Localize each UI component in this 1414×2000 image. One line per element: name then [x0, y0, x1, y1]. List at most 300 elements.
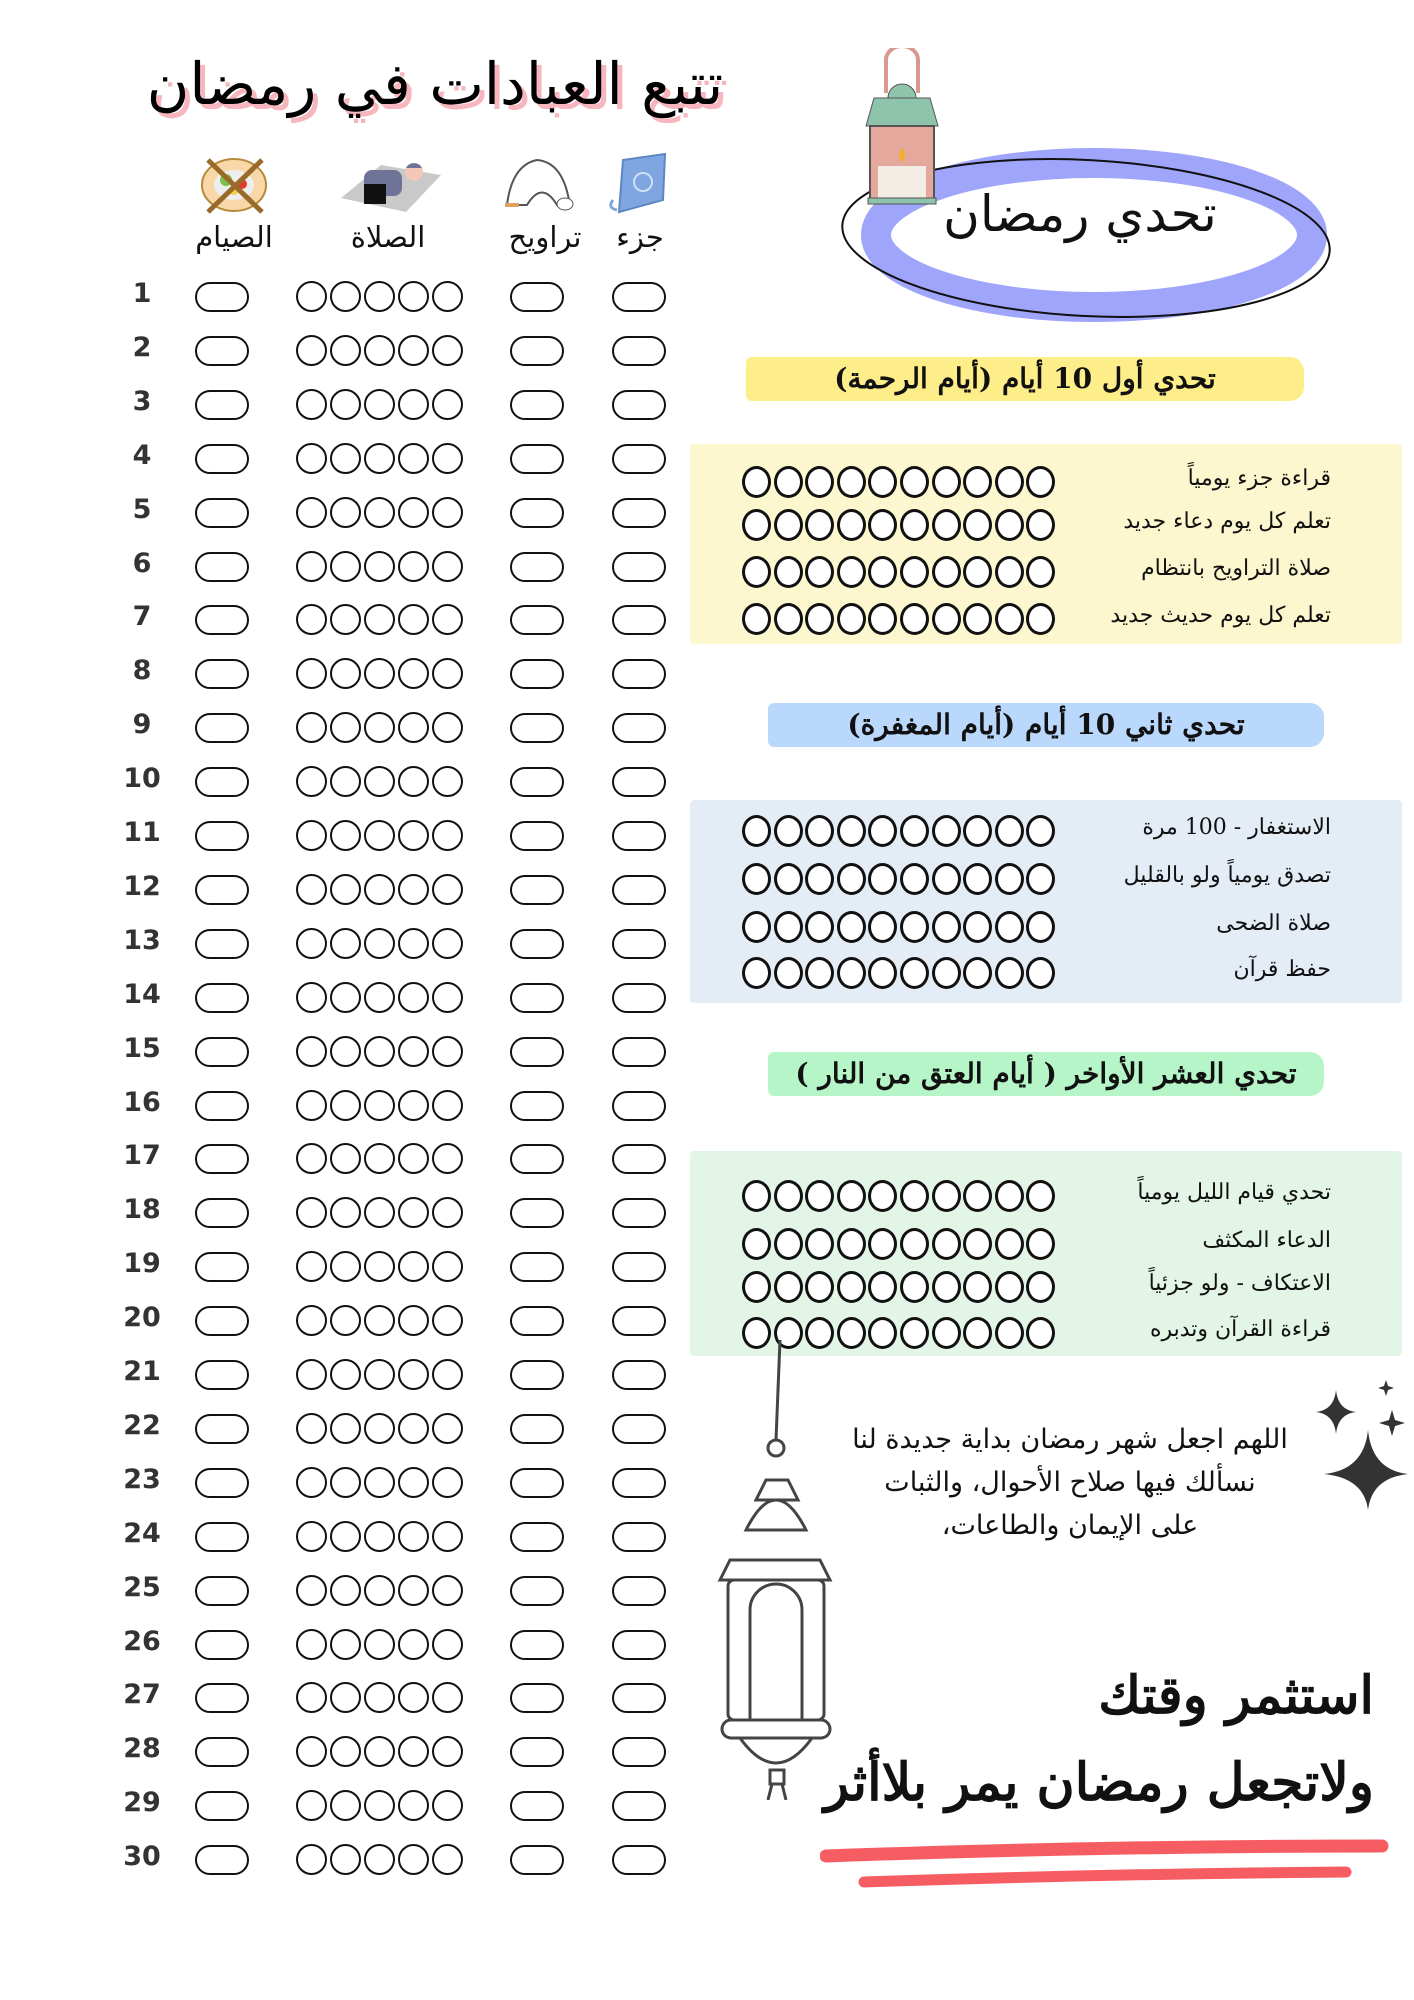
challenge-checkbox[interactable]	[837, 815, 866, 847]
prayer-checkbox[interactable]	[398, 1305, 429, 1336]
challenge-checkbox[interactable]	[963, 556, 992, 588]
challenge-checkbox[interactable]	[742, 1271, 771, 1303]
prayer-checkbox[interactable]	[432, 1467, 463, 1498]
taraweeh-checkbox[interactable]	[510, 390, 564, 420]
challenge-checkbox[interactable]	[805, 509, 834, 541]
challenge-checkbox[interactable]	[742, 911, 771, 943]
taraweeh-checkbox[interactable]	[510, 1791, 564, 1821]
challenge-checkbox[interactable]	[868, 1180, 897, 1212]
challenge-checkbox[interactable]	[1026, 1271, 1055, 1303]
prayer-checkbox[interactable]	[432, 1575, 463, 1606]
challenge-checkbox[interactable]	[774, 509, 803, 541]
prayer-checkbox[interactable]	[364, 1251, 395, 1282]
challenge-checkbox[interactable]	[837, 957, 866, 989]
fasting-checkbox[interactable]	[195, 1091, 249, 1121]
prayer-checkbox[interactable]	[330, 1251, 361, 1282]
fasting-checkbox[interactable]	[195, 659, 249, 689]
prayer-checkbox[interactable]	[296, 551, 327, 582]
fasting-checkbox[interactable]	[195, 1630, 249, 1660]
taraweeh-checkbox[interactable]	[510, 336, 564, 366]
challenge-checkbox[interactable]	[1026, 911, 1055, 943]
prayer-checkbox[interactable]	[364, 1736, 395, 1767]
prayer-checkbox[interactable]	[296, 766, 327, 797]
prayer-checkbox[interactable]	[364, 1575, 395, 1606]
challenge-checkbox[interactable]	[774, 603, 803, 635]
challenge-checkbox[interactable]	[868, 509, 897, 541]
fasting-checkbox[interactable]	[195, 1683, 249, 1713]
prayer-checkbox[interactable]	[296, 443, 327, 474]
challenge-checkbox[interactable]	[1026, 1180, 1055, 1212]
prayer-checkbox[interactable]	[364, 1521, 395, 1552]
challenge-checkbox[interactable]	[868, 863, 897, 895]
fasting-checkbox[interactable]	[195, 498, 249, 528]
challenge-checkbox[interactable]	[1026, 957, 1055, 989]
prayer-checkbox[interactable]	[398, 1736, 429, 1767]
challenge-checkbox[interactable]	[868, 815, 897, 847]
fasting-checkbox[interactable]	[195, 444, 249, 474]
challenge-checkbox[interactable]	[932, 1271, 961, 1303]
prayer-checkbox[interactable]	[330, 766, 361, 797]
fasting-checkbox[interactable]	[195, 983, 249, 1013]
challenge-checkbox[interactable]	[963, 911, 992, 943]
prayer-checkbox[interactable]	[364, 712, 395, 743]
challenge-checkbox[interactable]	[963, 1180, 992, 1212]
prayer-checkbox[interactable]	[364, 335, 395, 366]
prayer-checkbox[interactable]	[398, 658, 429, 689]
prayer-checkbox[interactable]	[330, 928, 361, 959]
taraweeh-checkbox[interactable]	[510, 929, 564, 959]
prayer-checkbox[interactable]	[432, 497, 463, 528]
prayer-checkbox[interactable]	[432, 1629, 463, 1660]
prayer-checkbox[interactable]	[398, 389, 429, 420]
prayer-checkbox[interactable]	[296, 874, 327, 905]
prayer-checkbox[interactable]	[364, 658, 395, 689]
challenge-checkbox[interactable]	[900, 556, 929, 588]
challenge-checkbox[interactable]	[995, 957, 1024, 989]
challenge-checkbox[interactable]	[1026, 466, 1055, 498]
prayer-checkbox[interactable]	[330, 982, 361, 1013]
challenge-checkbox[interactable]	[774, 863, 803, 895]
challenge-checkbox[interactable]	[1026, 556, 1055, 588]
challenge-checkbox[interactable]	[742, 863, 771, 895]
prayer-checkbox[interactable]	[398, 551, 429, 582]
fasting-checkbox[interactable]	[195, 1198, 249, 1228]
prayer-checkbox[interactable]	[364, 766, 395, 797]
challenge-checkbox[interactable]	[995, 556, 1024, 588]
prayer-checkbox[interactable]	[398, 1467, 429, 1498]
prayer-checkbox[interactable]	[432, 1036, 463, 1067]
juz-checkbox[interactable]	[612, 605, 666, 635]
prayer-checkbox[interactable]	[432, 1682, 463, 1713]
prayer-checkbox[interactable]	[432, 1305, 463, 1336]
prayer-checkbox[interactable]	[364, 551, 395, 582]
prayer-checkbox[interactable]	[398, 1090, 429, 1121]
prayer-checkbox[interactable]	[296, 928, 327, 959]
fasting-checkbox[interactable]	[195, 552, 249, 582]
challenge-checkbox[interactable]	[805, 911, 834, 943]
prayer-checkbox[interactable]	[432, 389, 463, 420]
prayer-checkbox[interactable]	[330, 497, 361, 528]
prayer-checkbox[interactable]	[296, 1844, 327, 1875]
prayer-checkbox[interactable]	[296, 982, 327, 1013]
juz-checkbox[interactable]	[612, 1360, 666, 1390]
taraweeh-checkbox[interactable]	[510, 444, 564, 474]
prayer-checkbox[interactable]	[432, 982, 463, 1013]
prayer-checkbox[interactable]	[398, 1521, 429, 1552]
challenge-checkbox[interactable]	[774, 1180, 803, 1212]
challenge-checkbox[interactable]	[742, 556, 771, 588]
fasting-checkbox[interactable]	[195, 821, 249, 851]
prayer-checkbox[interactable]	[364, 389, 395, 420]
challenge-checkbox[interactable]	[963, 1317, 992, 1349]
challenge-checkbox[interactable]	[932, 466, 961, 498]
prayer-checkbox[interactable]	[432, 1251, 463, 1282]
juz-checkbox[interactable]	[612, 1252, 666, 1282]
prayer-checkbox[interactable]	[398, 604, 429, 635]
challenge-checkbox[interactable]	[963, 815, 992, 847]
prayer-checkbox[interactable]	[364, 443, 395, 474]
challenge-checkbox[interactable]	[805, 466, 834, 498]
taraweeh-checkbox[interactable]	[510, 1144, 564, 1174]
prayer-checkbox[interactable]	[296, 497, 327, 528]
prayer-checkbox[interactable]	[432, 335, 463, 366]
fasting-checkbox[interactable]	[195, 875, 249, 905]
prayer-checkbox[interactable]	[432, 874, 463, 905]
prayer-checkbox[interactable]	[398, 1790, 429, 1821]
prayer-checkbox[interactable]	[296, 1790, 327, 1821]
juz-checkbox[interactable]	[612, 1845, 666, 1875]
prayer-checkbox[interactable]	[330, 551, 361, 582]
prayer-checkbox[interactable]	[398, 1844, 429, 1875]
juz-checkbox[interactable]	[612, 498, 666, 528]
challenge-checkbox[interactable]	[805, 863, 834, 895]
prayer-checkbox[interactable]	[296, 1682, 327, 1713]
challenge-checkbox[interactable]	[963, 466, 992, 498]
prayer-checkbox[interactable]	[398, 1251, 429, 1282]
challenge-checkbox[interactable]	[995, 863, 1024, 895]
juz-checkbox[interactable]	[612, 1737, 666, 1767]
taraweeh-checkbox[interactable]	[510, 1306, 564, 1336]
fasting-checkbox[interactable]	[195, 1576, 249, 1606]
fasting-checkbox[interactable]	[195, 1037, 249, 1067]
taraweeh-checkbox[interactable]	[510, 1737, 564, 1767]
challenge-checkbox[interactable]	[900, 509, 929, 541]
challenge-checkbox[interactable]	[932, 863, 961, 895]
taraweeh-checkbox[interactable]	[510, 605, 564, 635]
juz-checkbox[interactable]	[612, 390, 666, 420]
prayer-checkbox[interactable]	[330, 874, 361, 905]
prayer-checkbox[interactable]	[432, 1790, 463, 1821]
challenge-checkbox[interactable]	[900, 957, 929, 989]
prayer-checkbox[interactable]	[296, 1575, 327, 1606]
taraweeh-checkbox[interactable]	[510, 983, 564, 1013]
prayer-checkbox[interactable]	[296, 1413, 327, 1444]
juz-checkbox[interactable]	[612, 1576, 666, 1606]
prayer-checkbox[interactable]	[296, 1736, 327, 1767]
prayer-checkbox[interactable]	[364, 1682, 395, 1713]
prayer-checkbox[interactable]	[432, 1197, 463, 1228]
prayer-checkbox[interactable]	[330, 1413, 361, 1444]
prayer-checkbox[interactable]	[364, 1629, 395, 1660]
prayer-checkbox[interactable]	[296, 1197, 327, 1228]
challenge-checkbox[interactable]	[932, 957, 961, 989]
taraweeh-checkbox[interactable]	[510, 1252, 564, 1282]
challenge-checkbox[interactable]	[774, 1271, 803, 1303]
challenge-checkbox[interactable]	[868, 1271, 897, 1303]
challenge-checkbox[interactable]	[995, 911, 1024, 943]
prayer-checkbox[interactable]	[398, 1143, 429, 1174]
fasting-checkbox[interactable]	[195, 713, 249, 743]
challenge-checkbox[interactable]	[837, 863, 866, 895]
challenge-checkbox[interactable]	[963, 603, 992, 635]
prayer-checkbox[interactable]	[330, 820, 361, 851]
challenge-checkbox[interactable]	[774, 957, 803, 989]
fasting-checkbox[interactable]	[195, 1845, 249, 1875]
prayer-checkbox[interactable]	[330, 335, 361, 366]
prayer-checkbox[interactable]	[296, 1143, 327, 1174]
prayer-checkbox[interactable]	[296, 1305, 327, 1336]
juz-checkbox[interactable]	[612, 1144, 666, 1174]
prayer-checkbox[interactable]	[398, 1575, 429, 1606]
prayer-checkbox[interactable]	[398, 1682, 429, 1713]
challenge-checkbox[interactable]	[963, 863, 992, 895]
challenge-checkbox[interactable]	[995, 466, 1024, 498]
fasting-checkbox[interactable]	[195, 605, 249, 635]
prayer-checkbox[interactable]	[330, 1736, 361, 1767]
prayer-checkbox[interactable]	[330, 1575, 361, 1606]
juz-checkbox[interactable]	[612, 552, 666, 582]
juz-checkbox[interactable]	[612, 1198, 666, 1228]
prayer-checkbox[interactable]	[364, 1467, 395, 1498]
prayer-checkbox[interactable]	[296, 604, 327, 635]
challenge-checkbox[interactable]	[1026, 863, 1055, 895]
challenge-checkbox[interactable]	[932, 509, 961, 541]
prayer-checkbox[interactable]	[364, 1090, 395, 1121]
prayer-checkbox[interactable]	[330, 281, 361, 312]
taraweeh-checkbox[interactable]	[510, 1091, 564, 1121]
challenge-checkbox[interactable]	[774, 815, 803, 847]
juz-checkbox[interactable]	[612, 659, 666, 689]
challenge-checkbox[interactable]	[963, 1228, 992, 1260]
prayer-checkbox[interactable]	[330, 1629, 361, 1660]
taraweeh-checkbox[interactable]	[510, 1360, 564, 1390]
challenge-checkbox[interactable]	[805, 1271, 834, 1303]
challenge-checkbox[interactable]	[868, 603, 897, 635]
challenge-checkbox[interactable]	[805, 1228, 834, 1260]
fasting-checkbox[interactable]	[195, 929, 249, 959]
challenge-checkbox[interactable]	[932, 911, 961, 943]
prayer-checkbox[interactable]	[330, 1359, 361, 1390]
juz-checkbox[interactable]	[612, 1468, 666, 1498]
fasting-checkbox[interactable]	[195, 1306, 249, 1336]
challenge-checkbox[interactable]	[868, 957, 897, 989]
challenge-checkbox[interactable]	[742, 466, 771, 498]
challenge-checkbox[interactable]	[963, 509, 992, 541]
juz-checkbox[interactable]	[612, 1630, 666, 1660]
prayer-checkbox[interactable]	[364, 982, 395, 1013]
challenge-checkbox[interactable]	[805, 957, 834, 989]
prayer-checkbox[interactable]	[364, 497, 395, 528]
challenge-checkbox[interactable]	[837, 466, 866, 498]
fasting-checkbox[interactable]	[195, 1414, 249, 1444]
fasting-checkbox[interactable]	[195, 1252, 249, 1282]
juz-checkbox[interactable]	[612, 1414, 666, 1444]
prayer-checkbox[interactable]	[296, 1467, 327, 1498]
prayer-checkbox[interactable]	[330, 658, 361, 689]
prayer-checkbox[interactable]	[330, 1682, 361, 1713]
challenge-checkbox[interactable]	[774, 466, 803, 498]
challenge-checkbox[interactable]	[900, 1228, 929, 1260]
prayer-checkbox[interactable]	[398, 1359, 429, 1390]
prayer-checkbox[interactable]	[364, 1413, 395, 1444]
challenge-checkbox[interactable]	[900, 1271, 929, 1303]
prayer-checkbox[interactable]	[432, 1143, 463, 1174]
prayer-checkbox[interactable]	[432, 1413, 463, 1444]
taraweeh-checkbox[interactable]	[510, 1576, 564, 1606]
juz-checkbox[interactable]	[612, 983, 666, 1013]
taraweeh-checkbox[interactable]	[510, 659, 564, 689]
prayer-checkbox[interactable]	[330, 1090, 361, 1121]
juz-checkbox[interactable]	[612, 1683, 666, 1713]
challenge-checkbox[interactable]	[995, 1271, 1024, 1303]
prayer-checkbox[interactable]	[398, 1629, 429, 1660]
prayer-checkbox[interactable]	[296, 820, 327, 851]
fasting-checkbox[interactable]	[195, 1468, 249, 1498]
challenge-checkbox[interactable]	[995, 603, 1024, 635]
prayer-checkbox[interactable]	[398, 1197, 429, 1228]
challenge-checkbox[interactable]	[868, 1317, 897, 1349]
juz-checkbox[interactable]	[612, 1037, 666, 1067]
prayer-checkbox[interactable]	[296, 1036, 327, 1067]
prayer-checkbox[interactable]	[296, 1251, 327, 1282]
prayer-checkbox[interactable]	[432, 1521, 463, 1552]
challenge-checkbox[interactable]	[932, 1317, 961, 1349]
challenge-checkbox[interactable]	[1026, 1228, 1055, 1260]
prayer-checkbox[interactable]	[432, 766, 463, 797]
challenge-checkbox[interactable]	[900, 1317, 929, 1349]
challenge-checkbox[interactable]	[900, 603, 929, 635]
prayer-checkbox[interactable]	[432, 551, 463, 582]
prayer-checkbox[interactable]	[432, 604, 463, 635]
prayer-checkbox[interactable]	[330, 1197, 361, 1228]
taraweeh-checkbox[interactable]	[510, 1522, 564, 1552]
challenge-checkbox[interactable]	[932, 603, 961, 635]
prayer-checkbox[interactable]	[432, 658, 463, 689]
prayer-checkbox[interactable]	[398, 1413, 429, 1444]
prayer-checkbox[interactable]	[330, 712, 361, 743]
fasting-checkbox[interactable]	[195, 1144, 249, 1174]
prayer-checkbox[interactable]	[330, 389, 361, 420]
challenge-checkbox[interactable]	[774, 556, 803, 588]
challenge-checkbox[interactable]	[900, 863, 929, 895]
juz-checkbox[interactable]	[612, 767, 666, 797]
challenge-checkbox[interactable]	[1026, 509, 1055, 541]
fasting-checkbox[interactable]	[195, 1360, 249, 1390]
prayer-checkbox[interactable]	[432, 1736, 463, 1767]
taraweeh-checkbox[interactable]	[510, 1630, 564, 1660]
prayer-checkbox[interactable]	[330, 1467, 361, 1498]
prayer-checkbox[interactable]	[432, 712, 463, 743]
prayer-checkbox[interactable]	[364, 281, 395, 312]
prayer-checkbox[interactable]	[432, 281, 463, 312]
taraweeh-checkbox[interactable]	[510, 1037, 564, 1067]
prayer-checkbox[interactable]	[330, 1521, 361, 1552]
juz-checkbox[interactable]	[612, 444, 666, 474]
challenge-checkbox[interactable]	[805, 556, 834, 588]
prayer-checkbox[interactable]	[364, 874, 395, 905]
juz-checkbox[interactable]	[612, 282, 666, 312]
prayer-checkbox[interactable]	[364, 1197, 395, 1228]
challenge-checkbox[interactable]	[932, 1180, 961, 1212]
challenge-checkbox[interactable]	[742, 1180, 771, 1212]
taraweeh-checkbox[interactable]	[510, 1468, 564, 1498]
prayer-checkbox[interactable]	[364, 604, 395, 635]
taraweeh-checkbox[interactable]	[510, 1683, 564, 1713]
challenge-checkbox[interactable]	[837, 1180, 866, 1212]
challenge-checkbox[interactable]	[995, 1180, 1024, 1212]
challenge-checkbox[interactable]	[742, 957, 771, 989]
prayer-checkbox[interactable]	[296, 658, 327, 689]
challenge-checkbox[interactable]	[900, 1180, 929, 1212]
challenge-checkbox[interactable]	[837, 603, 866, 635]
prayer-checkbox[interactable]	[364, 1143, 395, 1174]
prayer-checkbox[interactable]	[296, 1090, 327, 1121]
challenge-checkbox[interactable]	[837, 1271, 866, 1303]
challenge-checkbox[interactable]	[742, 1228, 771, 1260]
challenge-checkbox[interactable]	[995, 1317, 1024, 1349]
prayer-checkbox[interactable]	[364, 1359, 395, 1390]
prayer-checkbox[interactable]	[398, 443, 429, 474]
challenge-checkbox[interactable]	[805, 1180, 834, 1212]
taraweeh-checkbox[interactable]	[510, 498, 564, 528]
juz-checkbox[interactable]	[612, 336, 666, 366]
prayer-checkbox[interactable]	[330, 604, 361, 635]
challenge-checkbox[interactable]	[868, 556, 897, 588]
challenge-checkbox[interactable]	[932, 556, 961, 588]
fasting-checkbox[interactable]	[195, 1791, 249, 1821]
challenge-checkbox[interactable]	[932, 1228, 961, 1260]
prayer-checkbox[interactable]	[398, 928, 429, 959]
taraweeh-checkbox[interactable]	[510, 1414, 564, 1444]
challenge-checkbox[interactable]	[995, 509, 1024, 541]
challenge-checkbox[interactable]	[805, 603, 834, 635]
challenge-checkbox[interactable]	[900, 466, 929, 498]
prayer-checkbox[interactable]	[432, 820, 463, 851]
juz-checkbox[interactable]	[612, 875, 666, 905]
challenge-checkbox[interactable]	[868, 911, 897, 943]
prayer-checkbox[interactable]	[296, 335, 327, 366]
challenge-checkbox[interactable]	[932, 815, 961, 847]
prayer-checkbox[interactable]	[330, 1305, 361, 1336]
prayer-checkbox[interactable]	[296, 712, 327, 743]
challenge-checkbox[interactable]	[963, 1271, 992, 1303]
challenge-checkbox[interactable]	[837, 911, 866, 943]
prayer-checkbox[interactable]	[364, 1305, 395, 1336]
prayer-checkbox[interactable]	[296, 1521, 327, 1552]
prayer-checkbox[interactable]	[398, 281, 429, 312]
prayer-checkbox[interactable]	[432, 1359, 463, 1390]
prayer-checkbox[interactable]	[296, 389, 327, 420]
taraweeh-checkbox[interactable]	[510, 552, 564, 582]
challenge-checkbox[interactable]	[900, 815, 929, 847]
prayer-checkbox[interactable]	[364, 1036, 395, 1067]
challenge-checkbox[interactable]	[742, 603, 771, 635]
challenge-checkbox[interactable]	[900, 911, 929, 943]
prayer-checkbox[interactable]	[398, 982, 429, 1013]
juz-checkbox[interactable]	[612, 821, 666, 851]
fasting-checkbox[interactable]	[195, 767, 249, 797]
prayer-checkbox[interactable]	[330, 443, 361, 474]
